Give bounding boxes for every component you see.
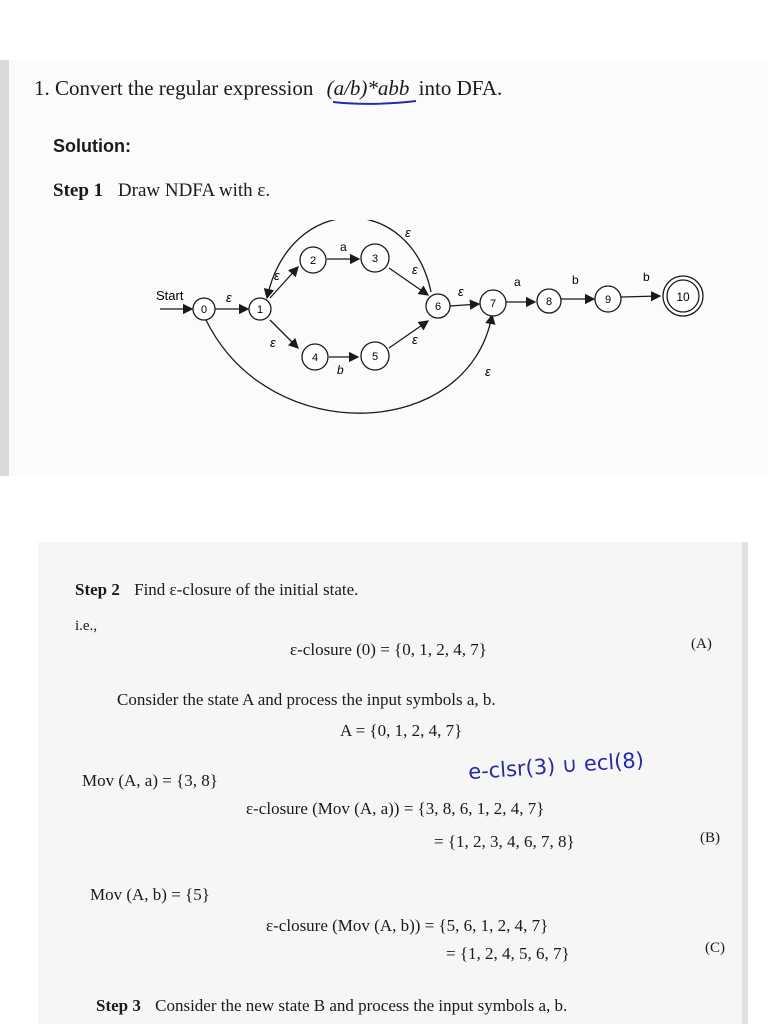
label-1-2: ε [274, 268, 280, 283]
svg-text:9: 9 [604, 294, 612, 306]
state-8 [537, 289, 561, 313]
step3-text: Consider the new state B and process the input symbols a, b. [155, 996, 568, 1015]
label-0-1: ε [226, 290, 232, 305]
state-4 [302, 344, 328, 370]
svg-text:10: 10 [676, 290, 690, 304]
svg-text:4: 4 [311, 352, 319, 364]
edge-0-7-bypass [206, 315, 492, 413]
svg-text:1: 1 [256, 304, 264, 316]
question-line [34, 76, 502, 101]
question-suffix: into DFA. [418, 76, 503, 100]
svg-text:2: 2 [309, 255, 317, 267]
closure-mov-a: ε-closure (Mov (A, a)) = {3, 8, 6, 1, 2, 4, 7} [246, 799, 545, 818]
closure-mov-a-result: = {1, 2, 3, 4, 6, 7, 8} [434, 832, 575, 851]
label-7-8: a [514, 275, 521, 289]
state-5 [361, 342, 389, 370]
label-2-3: a [340, 240, 347, 254]
state-7 [480, 290, 506, 316]
state-3 [361, 244, 389, 272]
closure-mov-b-result: = {1, 2, 4, 5, 6, 7} [446, 944, 570, 963]
mov-a: Mov (A, a) = {3, 8} [82, 771, 218, 790]
edge-5-6 [389, 321, 428, 348]
a-definition: A = {0, 1, 2, 4, 7} [340, 721, 463, 740]
step2-heading [75, 580, 358, 600]
step2-label: Step 2 [75, 580, 120, 599]
label-8-9: b [572, 273, 579, 287]
edge-3-6 [389, 268, 428, 295]
step1-text: Draw NDFA with ε. [117, 180, 271, 201]
edge-9-10 [621, 296, 660, 297]
start-label: Start [156, 288, 184, 303]
pen-underline [330, 96, 420, 108]
state-10-final [663, 276, 703, 316]
question-prefix: Convert the regular expression [55, 76, 314, 100]
solution-label: Solution: [53, 136, 131, 156]
closure-0: ε-closure (0) = {0, 1, 2, 4, 7} [290, 640, 487, 659]
label-6-7: ε [458, 284, 464, 299]
closure-mov-b: ε-closure (Mov (A, b)) = {5, 6, 1, 2, 4, 7} [266, 916, 549, 935]
state-9 [595, 286, 621, 312]
step1-heading [53, 180, 270, 202]
handwritten-note: e-clsr(3) ∪ ecl(8) [467, 747, 645, 785]
label-9-10: b [643, 270, 650, 284]
step1-label: Step 1 [53, 180, 104, 201]
tag-a: (A) [691, 636, 712, 652]
svg-text:7: 7 [489, 298, 497, 310]
svg-text:3: 3 [371, 253, 379, 265]
svg-text:5: 5 [371, 351, 379, 363]
label-0-7: ε [485, 364, 491, 379]
state-2 [300, 247, 326, 273]
label-3-6: ε [412, 262, 418, 277]
svg-text:8: 8 [545, 296, 553, 308]
label-1-4: ε [270, 335, 276, 350]
nfa-diagram [140, 220, 720, 420]
label-6-1: ε [405, 225, 411, 240]
tag-b: (B) [700, 830, 720, 846]
svg-text:6: 6 [434, 301, 442, 313]
mov-b: Mov (A, b) = {5} [90, 885, 210, 904]
step3-label: Step 3 [96, 996, 141, 1015]
state-1 [249, 298, 271, 320]
label-4-5: b [337, 363, 344, 377]
svg-text:0: 0 [200, 304, 208, 316]
state-0 [193, 298, 215, 320]
consider-a: Consider the state A and process the input symbols a, b. [117, 690, 496, 709]
step2-text: Find ε-closure of the initial state. [134, 580, 359, 599]
label-5-6: ε [412, 332, 418, 347]
edge-6-7 [450, 304, 479, 306]
question-number: 1. [34, 76, 50, 100]
state-6 [426, 294, 450, 318]
step3-heading [96, 996, 567, 1016]
tag-c: (C) [705, 940, 725, 956]
regex: (a/b)*abb [326, 76, 410, 100]
ie-text: i.e., [75, 618, 98, 634]
